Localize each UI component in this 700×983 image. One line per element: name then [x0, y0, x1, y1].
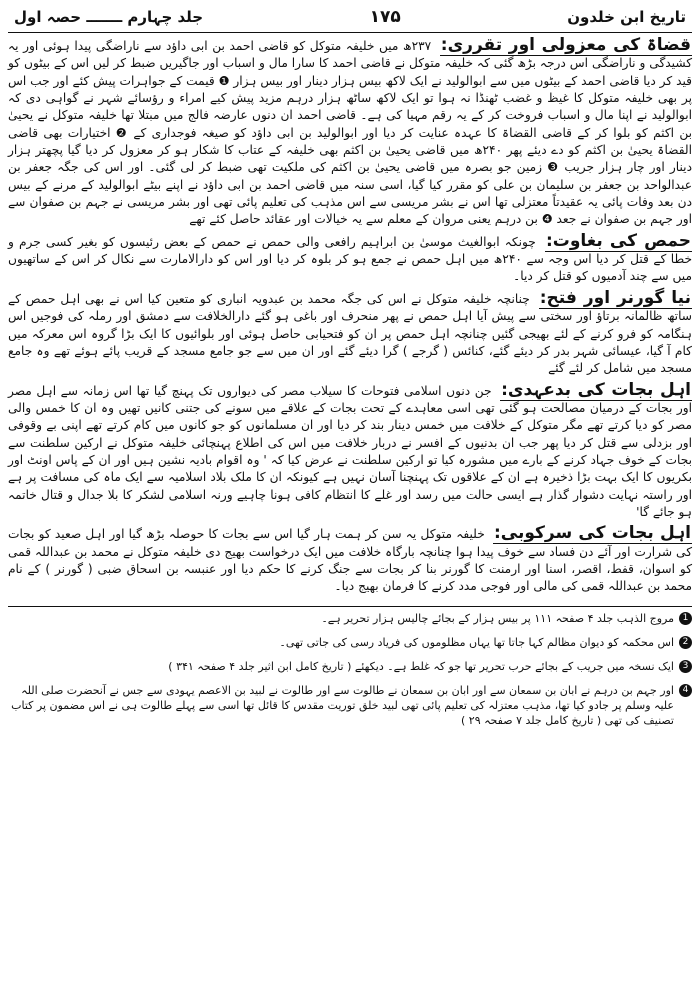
section-text: چونکہ ابوالغیث موسیٰ بن ابراہیم رافعی والی حمص نے حمص کے بعض رئیسوں کو بغیر کسی جرم و خطا کے قتل کر دیا اس وجہ سے ۲۴۰ھ میں اہل حمص نے جمع ہو کر بلوہ کر دیا اور اس کو دارالامارت سے نکال کر اس کے ساتھیوں میں سے چند آدمیوں کو قتل کر دیا۔ [8, 234, 692, 284]
section-hims-revolt [8, 232, 692, 286]
footnote-text: ایک نسخہ میں جریب کے بجائے حرب تحریر تھا جو کہ غلط ہے۔ دیکھئے ( تاریخ کامل ابن اثیر جلد ۴ صفحہ ۳۴۱ ) [168, 659, 674, 673]
footnotes [8, 611, 692, 728]
body-text [8, 36, 692, 596]
section-heading: اہل بجات کی بدعہدی: [501, 379, 691, 400]
section-text: ۲۳۷ھ میں خلیفہ متوکل کو قاضی احمد بن ابی داؤد سے ناراضگی پیدا ہوئی اور یہ کشیدگی و ناراضگی اس درجہ بڑھ گئی کہ خلیفہ متوکل نے قاضی احمد کا سارا مال و اسباب اور جاگیریں ضبط کر لیں اس کے بیٹوں کو قید کر دیا قاضی احمد کے بیٹوں میں سے ابوالولید نے ایک لاکھ بیس ہزار دینار اور بیس ہزار ❶ قیمت کے جواہرات پیش کئے اور جب اس پر بھی خلیفہ متوکل کا غیظ و غضب ٹھنڈا نہ ہوا تو ایک لاکھ ساٹھ ہزار درہم مزید پیش کیے امراء و رؤسائے شہر نے گواہی دی کہ ابوالولید نے اپنا مال و اسباب فروخت کر کے یہ رقم مہیا کی ہے۔ قاضی احمد ان دنوں عارضہ فالج میں مبتلا تھا خلیفہ متوکل نے یحییٰ بن اکثم کو بلوا کر کے قاضی القضاۃ کا عہدہ عنایت کر دیا اور ابوالولید بن ابی داؤد کو صیغہ فوجداری کے ❷ اختیارات بھی قاضی القضاۃ یحییٰ بن اکثم کو دے دیئے پھر ۲۴۰ھ میں قاضی یحییٰ بن اکثم بھی خلیفہ کے عتاب کا شکار ہو کر معزول کر دیا گیا پچھتر ہزار دینار اور چار ہزار جریب ❸ زمین جو بصرہ میں قاضی یحییٰ بن اکثم کی ملکیت تھی ضبط کر لی گئی۔ اور اس کی جگہ جعفر بن عبدالواحد بن جعفر بن سلیمان بن علی کو مقرر کیا گیا، اسی سنہ میں قاضی احمد بن ابی داؤد نے اپنے بیٹے ابوالولید کے مرنے کے بیس دن بعد وفات پائی یہ عقیدتاً معتزلی تھا اس نے بشر مریسی سے اس مذہب کی تعلیم پائی تھی اور بشر مریسی نے جہم بن صفوان سے اور جہم بن صفوان نے جعد ❹ بن درہم یعنی مروان کے معلم سے یہ خیالات اور عقائد حاصل کئے تھے [8, 39, 692, 227]
book-title: تاریخ ابن خلدون [567, 8, 686, 26]
footnote-number: 3 [679, 660, 692, 673]
page-header [8, 4, 692, 33]
section-text: خلیفہ متوکل یہ سن کر ہمت ہار گیا اس سے بجات کا حوصلہ بڑھ گیا اور اہل صعید کو بجات کی شرارت اور آئے دن فساد سے خوف پیدا ہوا چنانچہ بارگاہ خلافت میں ایک درخواست بھیج دی خلیفہ متوکل نے محمد بن عبداللہ قمی کو اسوان، قفط، اقصر، اسنا اور ارمنت کا گورنر بنا کر بجات سے جنگ کرنے کا حکم دیا اور عنبسہ بن اسحاق ضبی ( گورنر ) کے نام محمد بن عبداللہ قمی کی مالی اور فوجی مدد کرنے کا فرمان بھیج دیا۔ [8, 527, 692, 594]
section-judges [8, 36, 692, 229]
section-heading: حمص کی بغاوت: [545, 230, 691, 251]
footnote-number: 1 [679, 612, 692, 625]
section-bujat-treachery [8, 381, 692, 522]
footnote-text: اس محکمہ کو دیوان مظالم کہا جاتا تھا یہاں مظلوموں کی فریاد رسی کی جاتی تھی۔ [279, 635, 674, 649]
page-number: ۱۷۵ [369, 7, 401, 27]
section-heading: نیا گورنر اور فتح: [539, 287, 691, 308]
section-heading: قضاۃ کی معزولی اور تقرری: [440, 35, 692, 55]
footnote-number: 4 [679, 684, 692, 697]
footnote-number: 2 [679, 636, 692, 649]
footnote-text: مروج الذہب جلد ۴ صفحہ ۱۱۱ پر بیس ہزار کے بجائے چالیس ہزار تحریر ہے۔ [321, 611, 674, 625]
section-heading: اہل بجات کی سرکوبی: [493, 523, 692, 544]
footnote-divider [8, 606, 692, 607]
section-bujat-suppression [8, 524, 692, 595]
footnote-item [8, 635, 692, 650]
footnote-item [8, 683, 692, 728]
section-text: چنانچہ خلیفہ متوکل نے اس کی جگہ محمد بن عبدویہ انباری کو متعین کیا اس نے بھی اہل حمص کے ساتھ ظالمانہ برتاؤ اور سختی سے پیش آیا اہل حمص نے پھر منحرف اور باغی ہو گئے دارالخلافت سے دمشق اور رملہ کی فوجیں اس ہنگامہ کو فرو کرنے کے لئے بھیجی گئیں چنانچہ اہل حمص پر ان کو فتحیابی حاصل ہوئی اور بلوائیوں کا ایک بڑا گروہ اس معرکہ میں کام آ گیا، عیسائی شہر بدر کر دیئے گئے، کنائس ( گرجے ) گرا دیئے گئے اور ان میں سے جو جامع مسجد کے قریب پائے ہوئے تھے وہ جامع مسجد میں شامل کر لئے گئے [8, 291, 692, 376]
section-text: جن دنوں اسلامی فتوحات کا سیلاب مصر کی دیواروں تک پہنچ گیا تھا اس زمانہ سے اہل مصر اور بجات کے درمیان مصالحت ہو گئی تھی اسی معاہدے کے تحت بجات کے علاقے میں سونے کی جتنی کانیں تھیں وہ ان کا خمس والی مصر کو دیا کرتے تھے مگر متوکل کے خلافت میں خمس دینار بند کر دیا اور ان مسلمانوں کو جو کانوں میں کام کرتے تھے اپنی بے وقوفی اور بزدلی سے قتل کر دیا پھر جب ان بدنیوں کے افسر نے دربار خلافت میں اس کی اطلاع پہنچائی خلیفہ متوکل نے ارکین سلطنت سے بجات کے خوف جہاد کرنے کے بارے میں مشورہ کیا تو ارکین سلطنت نے عرض کیا کہ ' وہ اقوام بادیہ نشین ہیں اور ان کے پاس اونٹ اور بکریوں کا ایک بہت بڑا ذخیرہ ہے ان کے علاقوں تک پہنچنا آسان نہیں ہے کیونکہ ان کا ملک بلاد اسلامیہ سے ایک ماہ کی مسافت پر ہے اور راستہ نہایت دشوار گذار ہے ایسی حالت میں رسد اور غلے کا انتظام کافی ہونا چاہیے ورنہ اسلامی لشکر کا بلا جدال و قتال خاتمہ ہو جائے گا' [8, 383, 692, 519]
footnote-text: اور جہم بن درہم نے ابان بن سمعان سے اور ابان بن سمعان نے طالوت سے اور طالوت نے لبید بن الاعصم یہودی سے جس نے آنحضرت صلی اللہ علیہ وسلم پر جادو کیا تھا، مذہب معتزلہ کی تعلیم پائی تھی لبید خلق توریت مقدس کا قائل تھا اسی سے پہلے طالوت ہی نے اس مضمون پر کتاب تصنیف کی تھی ( تاریخ کامل جلد ۷ صفحہ ۲۹ ) [11, 683, 674, 727]
footnote-item [8, 659, 692, 674]
footnote-item [8, 611, 692, 626]
section-new-governor [8, 289, 692, 378]
volume-part: جلد چہارم ـــــــ حصہ اول [14, 8, 204, 26]
